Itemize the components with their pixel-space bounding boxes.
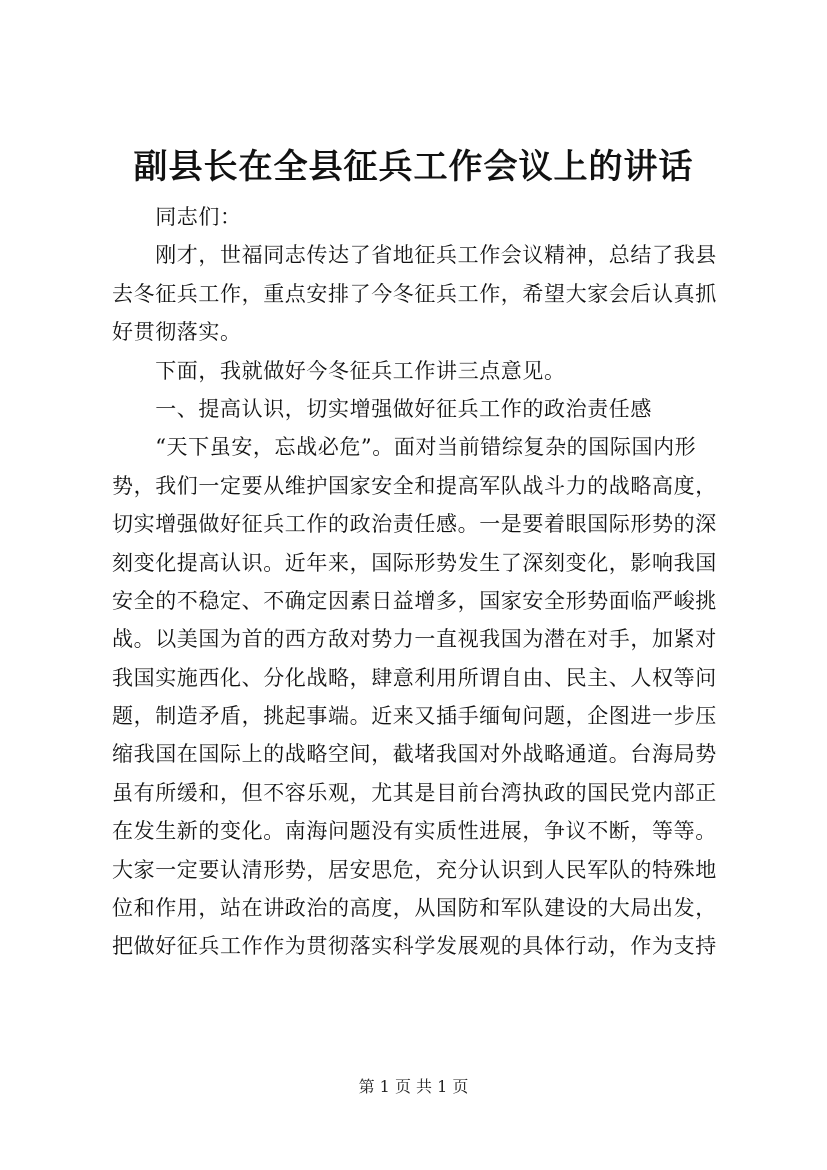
body-line: “天下虽安，忘战必危”。面对当前错综复杂的国际国内形 bbox=[112, 435, 697, 460]
body-line: 虽有所缓和，但不容乐观，尤其是目前台湾执政的国民党内部正 bbox=[112, 780, 717, 805]
body-line: 同志们： bbox=[112, 205, 242, 229]
body-line: 在发生新的变化。南海问题没有实质性进展，争议不断，等等。 bbox=[112, 819, 717, 844]
body-line: 位和作用，站在讲政治的高度，从国防和军队建设的大局出发， bbox=[112, 896, 717, 921]
body-line: 我国实施西化、分化战略，肆意利用所谓自由、民主、人权等问 bbox=[112, 665, 717, 690]
body-line: 把做好征兵工作作为贯彻落实科学发展观的具体行动，作为支持 bbox=[112, 934, 717, 959]
body-line: 安全的不稳定、不确定因素日益增多，国家安全形势面临严峻挑 bbox=[112, 588, 717, 613]
body-line: 题，制造矛盾，挑起事端。近来又插手缅甸问题，企图进一步压 bbox=[112, 704, 717, 729]
body-line: 势，我们一定要从维护国家安全和提高军队战斗力的战略高度， bbox=[112, 473, 717, 498]
body-line: 去冬征兵工作，重点安排了今冬征兵工作，希望大家会后认真抓 bbox=[112, 281, 717, 306]
body-line: 大家一定要认清形势，居安思危，充分认识到人民军队的特殊地 bbox=[112, 857, 717, 882]
body-line: 下面，我就做好今冬征兵工作讲三点意见。 bbox=[112, 358, 566, 383]
body-line: 一、提高认识，切实增强做好征兵工作的政治责任感 bbox=[112, 396, 652, 421]
body-line: 战。以美国为首的西方敌对势力一直视我国为潜在对手，加紧对 bbox=[112, 627, 717, 652]
body-line: 刚才，世福同志传达了省地征兵工作会议精神，总结了我县 bbox=[112, 243, 717, 268]
body-line: 缩我国在国际上的战略空间，截堵我国对外战略通道。台海局势 bbox=[112, 742, 717, 767]
body-line: 好贯彻落实。 bbox=[112, 320, 242, 345]
body-line: 切实增强做好征兵工作的政治责任感。一是要着眼国际形势的深 bbox=[112, 512, 717, 537]
body-line: 刻变化提高认识。近年来，国际形势发生了深刻变化，影响我国 bbox=[112, 550, 717, 575]
document-title: 副县长在全县征兵工作会议上的讲话 bbox=[133, 147, 694, 187]
page-footer: 第 1 页 共 1 页 bbox=[358, 1077, 469, 1096]
document-body bbox=[112, 198, 718, 966]
